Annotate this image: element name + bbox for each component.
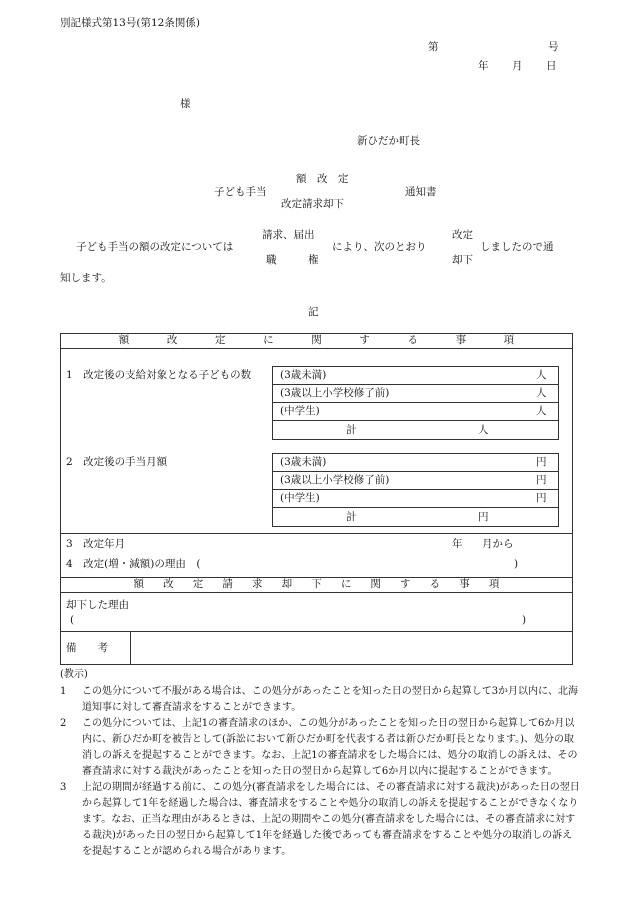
item2-row3-label: (中学生) [280, 492, 320, 504]
choice2-upper: 改定 [452, 229, 473, 241]
item2-total-label: 計 [346, 511, 357, 523]
form-number: 別記様式第13号(第12条関係) [60, 17, 200, 29]
item2-row1-unit: 円 [536, 456, 547, 468]
date-day: 日 [546, 60, 557, 72]
doc-no-prefix: 第 [428, 41, 439, 53]
doc-no-suffix: 号 [548, 41, 559, 53]
item1-row3-label: (中学生) [280, 405, 320, 417]
notes-title: (教示) [60, 669, 88, 680]
section2-header: 額 改 定 請 求 却 下 に 関 す る 事 項 [133, 578, 500, 590]
ki-label: 記 [308, 306, 319, 318]
item1-row2-label: (3歳以上小学校修了前) [280, 387, 390, 399]
item2-label: 2 改定後の手当月額 [66, 456, 168, 468]
item3-label: 3 改定年月 [66, 538, 126, 550]
item1-row1-label: (3歳未満) [280, 369, 327, 381]
item1-total-unit: 人 [478, 424, 489, 436]
title-upper: 額 改 定 [296, 173, 349, 185]
section1-header: 額 改 定 に 関 す る 事 項 [118, 334, 515, 346]
item3-year: 年 [452, 538, 463, 550]
note-item: 3 上記の期間が経過する前に、この処分(審査請求をした場合には、その審査請求に対する裁決)があった日の翌日から起算して1年を経過した場合は、審査請求をすることや処分の取消しの訴えを提起することができなくなります。なお、正当な理由があるときは、上記の期間やこの処分(審査請求をした場合には、その審査請求に対する裁決)があった日の翌日から起算して1年を経過した後であっても審査請求をすることや処分の取消しの訴えを提起することが認められる場合があります。 [60, 782, 580, 857]
item4-label: 4 改定(増・減額)の理由 ( [66, 558, 201, 570]
date-month: 月 [512, 60, 523, 72]
rejection-label: 却下した理由 [66, 599, 129, 611]
item1-row1-unit: 人 [536, 369, 547, 381]
note-item: 1 この処分について不服がある場合は、この処分があったことを知った日の翌日から起算して3か月以内に、北海道知事に対して審査請求をすることができます。 [60, 686, 579, 713]
choice2-lower: 却下 [452, 254, 473, 266]
title-suffix: 通知書 [405, 186, 437, 198]
item1-label: 1 改定後の支給対象となる子どもの数 [66, 369, 252, 381]
item2-row2-label: (3歳以上小学校修了前) [280, 474, 390, 486]
item1-row3-unit: 人 [536, 405, 547, 417]
item3-month-from: 月から [482, 538, 514, 550]
note-item: 2 この処分については、上記1の審査請求のほか、この処分があったことを知った日の翌日から起算して6か月以内に、新ひだか町を被告として(訴訟において新ひだか町を代表する者は新ひだか町長となります。)、処分の取消しの訴えを提起することができます。なお、上記1の審査請求をした場合には、処分の取消しの訴えは、その審査請求に対する裁決があったことを知った日の翌日から起算して6か月以内に提起することができます。 [60, 718, 578, 777]
item1-total-label: 計 [346, 424, 357, 436]
item2-row2-unit: 円 [536, 474, 547, 486]
issuer: 新ひだか町長 [357, 135, 420, 147]
body-part2: により、次のとおり [332, 241, 427, 253]
rejection-close: ) [522, 614, 527, 626]
body-part3: しましたので通 [480, 241, 554, 253]
item4-close: ) [514, 558, 519, 570]
notes-list [60, 684, 580, 860]
item1-row2-unit: 人 [536, 387, 547, 399]
title-prefix: 子ども手当 [214, 186, 267, 198]
addressee-suffix: 様 [180, 98, 191, 110]
item2-row1-label: (3歳未満) [280, 456, 327, 468]
remarks-label: 備 考 [66, 642, 108, 654]
choice1-upper: 請求、届出 [262, 229, 315, 241]
choice1-lower: 職 権 [266, 254, 319, 266]
date-year: 年 [478, 60, 489, 72]
item2-total-unit: 円 [478, 511, 489, 523]
body-line2: 知します。 [60, 272, 112, 284]
rejection-open: ( [70, 614, 75, 626]
title-lower: 改定請求却下 [281, 198, 344, 210]
body-part1: 子ども手当の額の改定については [76, 241, 234, 253]
item2-row3-unit: 円 [536, 492, 547, 504]
